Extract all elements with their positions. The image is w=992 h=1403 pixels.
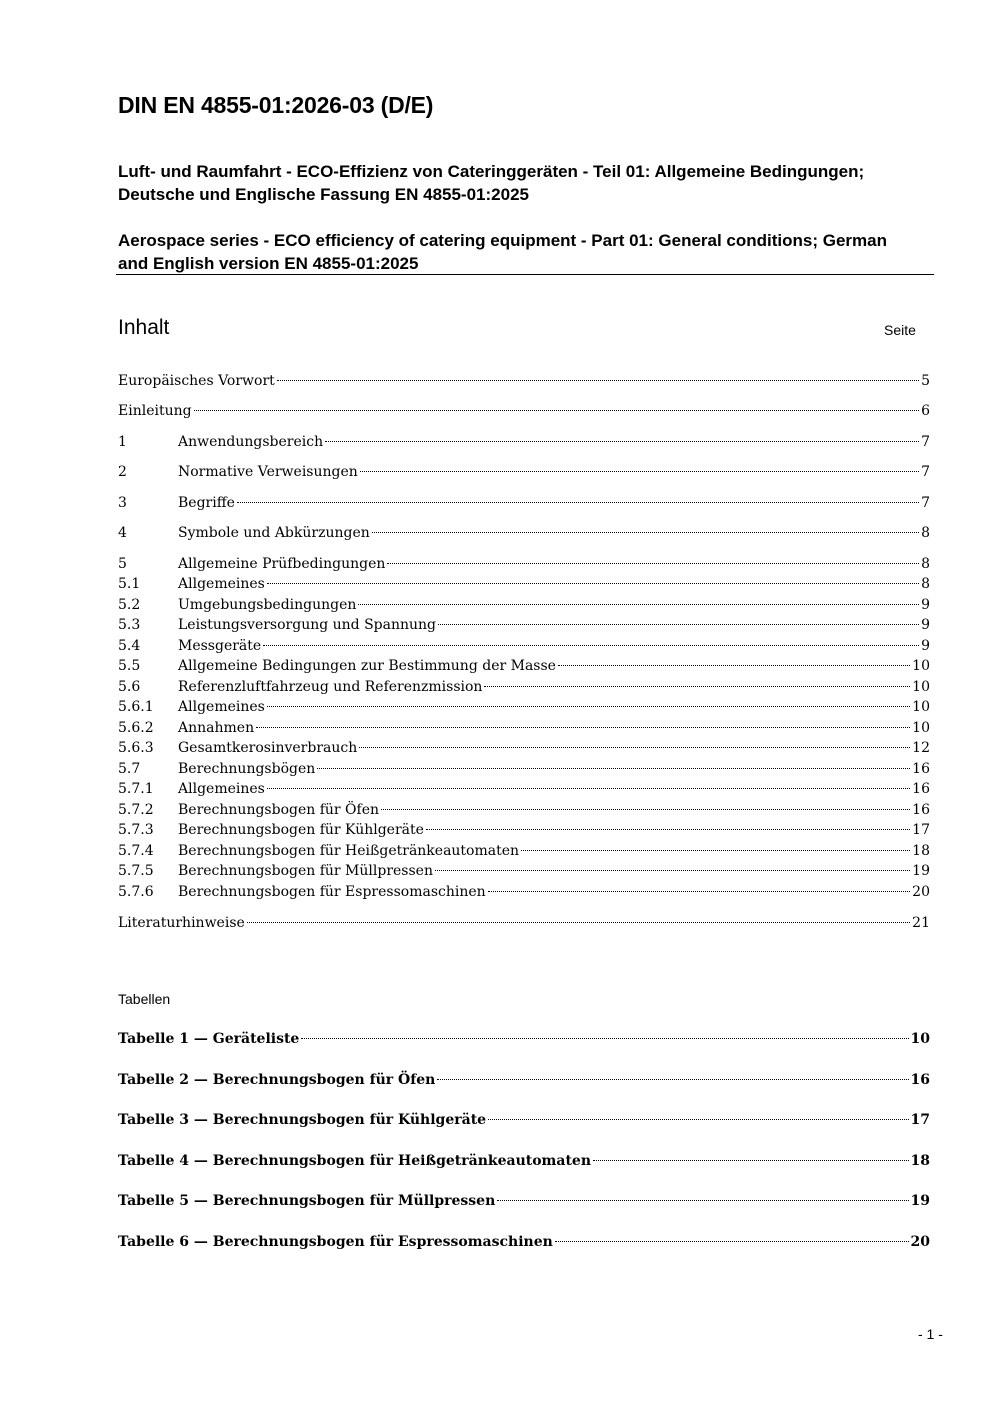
- toc-entry-number: 5.6.3: [118, 740, 154, 756]
- table-entry-page: 10: [910, 1031, 930, 1047]
- table-list-entry[interactable]: [118, 1029, 930, 1049]
- toc-entry-number: 5.6.1: [118, 699, 154, 715]
- table-entry-title: Tabelle 4 — Berechnungsbogen für Heißgetränkeautomaten: [118, 1153, 591, 1169]
- toc-entry-title: Berechnungsbogen für Müllpressen: [178, 863, 433, 879]
- toc-entry[interactable]: [118, 861, 930, 881]
- dot-leader: [267, 583, 919, 584]
- toc-entry[interactable]: [118, 574, 930, 594]
- table-list-entry[interactable]: [118, 1191, 930, 1211]
- toc-entry-page: 7: [921, 434, 930, 450]
- toc-entry-page: 17: [912, 822, 930, 838]
- toc-entry-title: Symbole und Abkürzungen: [178, 525, 370, 541]
- toc-entry[interactable]: [118, 493, 930, 513]
- table-entry-title: Tabelle 6 — Berechnungsbogen für Espressomaschinen: [118, 1234, 553, 1250]
- toc-entry-page: 8: [921, 525, 930, 541]
- toc-entry-title: Allgemeines: [178, 781, 265, 797]
- table-entry-page: 20: [910, 1234, 930, 1250]
- toc-entry-number: 5.7.2: [118, 802, 154, 818]
- toc-entry-title: Allgemeines: [178, 576, 265, 592]
- toc-entry-number: 5.7.3: [118, 822, 154, 838]
- dot-leader: [437, 1079, 908, 1080]
- toc-entry-title: Berechnungsbogen für Heißgetränkeautomaten: [178, 843, 520, 859]
- dot-leader: [555, 1241, 909, 1242]
- dot-leader: [359, 747, 910, 748]
- toc-entry-page: 6: [921, 403, 930, 419]
- toc-entry-title: Berechnungsbogen für Kühlgeräte: [178, 822, 424, 838]
- toc-entry-title: Europäisches Vorwort: [118, 373, 275, 389]
- table-entry-page: 16: [910, 1072, 930, 1088]
- toc-entry-number: 5.1: [118, 576, 141, 592]
- page-number: - 1 -: [918, 1326, 943, 1342]
- toc-entry-number: 5.7.6: [118, 884, 154, 900]
- toc-entry-number: 5.5: [118, 658, 141, 674]
- dot-leader: [381, 809, 910, 810]
- toc-entry-page: 20: [912, 884, 930, 900]
- toc-entry-title: Normative Verweisungen: [178, 464, 358, 480]
- toc-entry[interactable]: [118, 554, 930, 574]
- toc-entry[interactable]: [118, 656, 930, 676]
- toc-entry-number: 5.4: [118, 638, 141, 654]
- toc-entry-page: 10: [912, 699, 930, 715]
- toc-entry-page: 10: [912, 720, 930, 736]
- toc-entry-title: Allgemeine Prüfbedingungen: [178, 556, 386, 572]
- toc-entry-page: 16: [912, 781, 930, 797]
- dot-leader: [497, 1200, 908, 1201]
- table-entry-title: Tabelle 3 — Berechnungsbogen für Kühlgeräte: [118, 1112, 487, 1128]
- toc-entry-page: 7: [921, 464, 930, 480]
- tables-heading: Tabellen: [118, 991, 171, 1007]
- toc-entry-number: 5.7.5: [118, 863, 154, 879]
- toc-entry[interactable]: [118, 738, 930, 758]
- toc-entry-number: 5.7: [118, 761, 141, 777]
- toc-entry[interactable]: [118, 636, 930, 656]
- title-english: Aerospace series - ECO efficiency of catering equipment - Part 01: General conditions; German and English version EN 4855-01:2025: [118, 231, 888, 273]
- toc-entry[interactable]: [118, 779, 930, 799]
- table-entry-page: 18: [910, 1153, 930, 1169]
- dot-leader: [237, 502, 919, 503]
- toc-entry[interactable]: [118, 595, 930, 615]
- toc-entry-page: 5: [921, 373, 930, 389]
- toc-entry-page: 9: [921, 617, 930, 633]
- dot-leader: [484, 686, 910, 687]
- toc-entry[interactable]: [118, 718, 930, 738]
- dot-leader: [426, 829, 910, 830]
- dot-leader: [194, 410, 920, 411]
- toc-entry[interactable]: [118, 913, 930, 933]
- toc-entry[interactable]: [118, 677, 930, 697]
- toc-entry-title: Referenzluftfahrzeug und Referenzmission: [178, 679, 483, 695]
- toc-entry-page: 21: [912, 915, 930, 931]
- toc-entry[interactable]: [118, 462, 930, 482]
- toc-entry-number: 3: [118, 495, 127, 511]
- toc-entry[interactable]: [118, 697, 930, 717]
- toc-entry-title: Messgeräte: [178, 638, 262, 654]
- dot-leader: [387, 563, 919, 564]
- dot-leader: [435, 870, 910, 871]
- toc-entry-title: Berechnungsbogen für Öfen: [178, 802, 380, 818]
- toc-entry-number: 5.7.1: [118, 781, 154, 797]
- table-list-entry[interactable]: [118, 1232, 930, 1252]
- toc-entry-page: 16: [912, 761, 930, 777]
- table-entry-title: Tabelle 1 — Geräteliste: [118, 1031, 300, 1047]
- table-entry-page: 19: [910, 1193, 930, 1209]
- toc-entry-title: Umgebungsbedingungen: [178, 597, 357, 613]
- table-entry-page: 17: [910, 1112, 930, 1128]
- toc-entry-title: Anwendungsbereich: [178, 434, 324, 450]
- toc-entry-number: 2: [118, 464, 127, 480]
- toc-entry-number: 5.6.2: [118, 720, 154, 736]
- toc-entry-number: 4: [118, 525, 127, 541]
- dot-leader: [360, 471, 919, 472]
- dot-leader: [317, 768, 910, 769]
- dot-leader: [593, 1160, 909, 1161]
- dot-leader: [521, 850, 910, 851]
- toc-entry[interactable]: [118, 841, 930, 861]
- toc-entry-title: Annahmen: [178, 720, 255, 736]
- title-german: Luft- und Raumfahrt - ECO-Effizienz von Cateringgeräten - Teil 01: Allgemeine Bedingungen; Deutsche und Englische Fassung EN 4855-01:2025: [118, 162, 865, 204]
- table-list-entry[interactable]: [118, 1151, 930, 1171]
- dot-leader: [267, 706, 910, 707]
- dot-leader: [488, 1119, 908, 1120]
- toc-entry-page: 7: [921, 495, 930, 511]
- toc-entry-page: 19: [912, 863, 930, 879]
- dot-leader: [267, 788, 910, 789]
- toc-entry-title: Begriffe: [178, 495, 235, 511]
- toc-entry[interactable]: [118, 401, 930, 421]
- table-entry-title: Tabelle 2 — Berechnungsbogen für Öfen: [118, 1072, 436, 1088]
- dot-leader: [372, 532, 919, 533]
- toc-entry[interactable]: [118, 820, 930, 840]
- toc-entry-page: 9: [921, 597, 930, 613]
- dot-leader: [438, 624, 919, 625]
- dot-leader: [263, 645, 919, 646]
- toc-entry-title: Literaturhinweise: [118, 915, 245, 931]
- toc-entry-title: Allgemeines: [178, 699, 265, 715]
- toc-entry-number: 5.6: [118, 679, 141, 695]
- table-list-entry[interactable]: [118, 1070, 930, 1090]
- toc-entry-page: 8: [921, 556, 930, 572]
- dot-leader: [247, 922, 910, 923]
- dot-leader: [301, 1038, 908, 1039]
- toc-entry[interactable]: [118, 523, 930, 543]
- toc-entry-number: 5: [118, 556, 127, 572]
- toc-entry-number: 1: [118, 434, 127, 450]
- toc-entry-title: Berechnungsbogen für Espressomaschinen: [178, 884, 486, 900]
- toc-entry-title: Leistungsversorgung und Spannung: [178, 617, 437, 633]
- title-divider: [116, 274, 934, 275]
- dot-leader: [358, 604, 919, 605]
- toc-entry-number: 5.2: [118, 597, 141, 613]
- toc-entry-page: 9: [921, 638, 930, 654]
- dot-leader: [256, 727, 910, 728]
- table-list-entry[interactable]: [118, 1110, 930, 1130]
- toc-entry-number: 5.7.4: [118, 843, 154, 859]
- toc-entry[interactable]: [118, 615, 930, 635]
- toc-entry-title: Gesamtkerosinverbrauch: [178, 740, 358, 756]
- dot-leader: [488, 891, 911, 892]
- table-entry-title: Tabelle 5 — Berechnungsbogen für Müllpressen: [118, 1193, 496, 1209]
- dot-leader: [277, 380, 919, 381]
- toc-entry-page: 8: [921, 576, 930, 592]
- toc-entry-title: Allgemeine Bedingungen zur Bestimmung der Masse: [178, 658, 556, 674]
- toc-entry-page: 12: [912, 740, 930, 756]
- toc-entry-title: Einleitung: [118, 403, 192, 419]
- toc-entry-page: 18: [912, 843, 930, 859]
- document-id: DIN EN 4855-01:2026-03 (D/E): [118, 92, 434, 118]
- dot-leader: [325, 441, 919, 442]
- toc-heading: Inhalt: [118, 316, 170, 339]
- toc-entry[interactable]: [118, 800, 930, 820]
- toc-entry[interactable]: [118, 882, 930, 902]
- dot-leader: [558, 665, 910, 666]
- toc-entry-page: 16: [912, 802, 930, 818]
- toc-entry-number: 5.3: [118, 617, 141, 633]
- toc-entry[interactable]: [118, 371, 930, 391]
- toc-entry[interactable]: [118, 759, 930, 779]
- toc-page-column-label: Seite: [884, 322, 916, 338]
- toc-entry[interactable]: [118, 432, 930, 452]
- toc-entry-page: 10: [912, 658, 930, 674]
- toc-entry-title: Berechnungsbögen: [178, 761, 316, 777]
- toc-entry-page: 10: [912, 679, 930, 695]
